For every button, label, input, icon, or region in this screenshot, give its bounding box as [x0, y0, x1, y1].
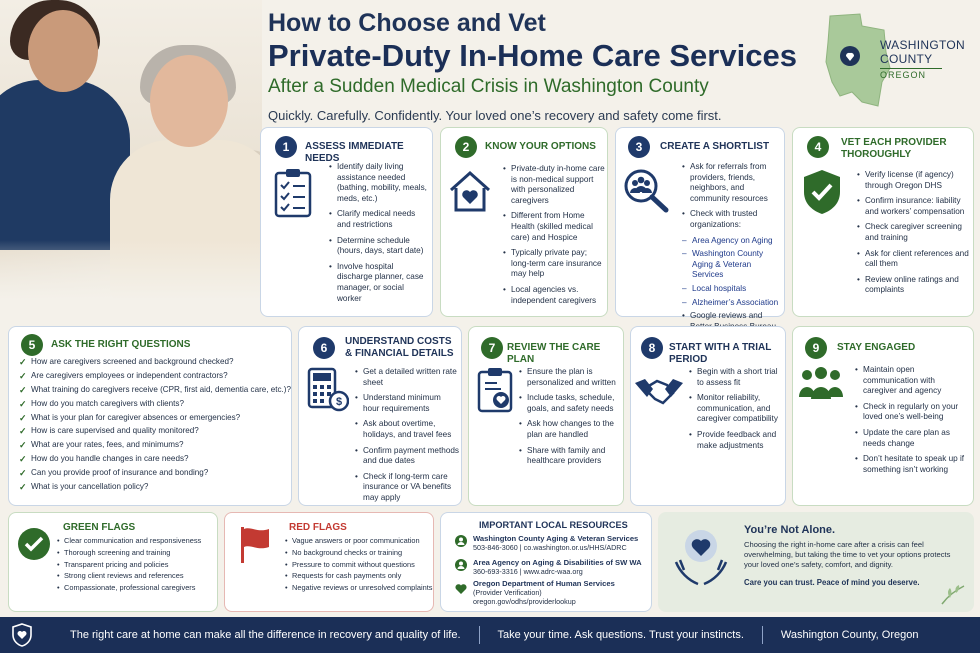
list-item: • No background checks or training [285, 548, 433, 557]
resource-name: Area Agency on Aging & Disabilities of SW WA [473, 558, 642, 567]
step-title-6 [345, 336, 454, 360]
resource-detail: 503-846-3060 | co.washington.or.us/HHS/ADRC [473, 543, 627, 552]
list-item: • Understand minimum hour requirements [355, 393, 459, 414]
list-item: • Different from Home Health (skilled medical care) and Hospice [503, 211, 605, 243]
step-number-4: 4 [807, 136, 829, 158]
check-icon: ✓ [19, 468, 27, 479]
red-flags-title: RED FLAGS [289, 522, 347, 533]
list-item: • Provide feedback and make adjustments [689, 430, 783, 451]
shield-check-icon [801, 168, 843, 216]
family-group-icon [797, 367, 845, 401]
footer-message-1: The right care at home can make all the difference in recovery and quality of life. [70, 629, 461, 641]
list-item: • Review online ratings and complaints [857, 275, 969, 296]
step-title-4-line1: VET EACH PROVIDER [841, 137, 947, 148]
list-item: • Vague answers or poor communication [285, 536, 433, 545]
check-icon: ✓ [19, 357, 27, 367]
green-flags-title: GREEN FLAGS [63, 522, 136, 533]
leaf-icon [940, 584, 966, 606]
step-card-7 [468, 326, 624, 506]
step-number-5: 5 [21, 334, 43, 356]
footer-divider [479, 626, 480, 644]
red-flags-card [224, 512, 434, 612]
step-9-list [855, 365, 969, 480]
tagline: Quickly. Carefully. Confidently. Your loved one’s recovery and safety come first. [268, 108, 722, 123]
list-item: • Local agencies vs. independent caregivers [503, 285, 605, 306]
list-item: • Private-duty in-home care is non-medical support with personalized caregivers [503, 164, 605, 206]
resource-entry [473, 558, 642, 576]
step-number-2: 2 [455, 136, 477, 158]
list-item: • Begin with a short trial to assess fit [689, 367, 783, 388]
people-icon [455, 559, 467, 571]
shield-outline-icon [12, 623, 32, 647]
question-item [19, 399, 291, 409]
not-alone-title: You’re Not Alone. [744, 524, 836, 536]
people-icon [455, 535, 467, 547]
step-title-6-line1: UNDERSTAND COSTS [345, 336, 452, 347]
question-text: How is care supervised and quality monitored? [31, 426, 199, 436]
check-icon: ✓ [19, 440, 27, 451]
step-number-1: 1 [275, 136, 297, 158]
step-title-5: ASK THE RIGHT QUESTIONS [51, 339, 191, 350]
question-item [19, 413, 291, 423]
step-8-list [689, 367, 783, 456]
resource-entry [473, 534, 638, 552]
step-card-3 [615, 127, 785, 321]
step-2-list [503, 164, 605, 311]
home-heart-icon [447, 168, 493, 214]
handshake-icon [633, 373, 685, 407]
question-item [19, 468, 291, 478]
location-label [880, 38, 975, 80]
not-alone-tagline: Care you can trust. Peace of mind you deserve. [744, 578, 920, 587]
list-item: • Maintain open communication with caregiver and agency [855, 365, 969, 397]
step-card-4 [792, 127, 974, 317]
list-subitem: – Local hospitals [682, 284, 784, 295]
list-item: • Google reviews and [682, 311, 784, 332]
heart-icon [455, 583, 467, 595]
step-4-list [857, 170, 969, 301]
step-card-2 [440, 127, 608, 317]
senior-face [150, 55, 228, 147]
list-item: • Typically private pay; long-term care insurance may help [503, 248, 605, 280]
list-item: • Ask how changes to the plan are handled [519, 419, 621, 440]
green-flags-list [57, 536, 217, 595]
question-item [19, 426, 291, 436]
red-flag-icon [237, 525, 273, 565]
step-3-list [682, 162, 784, 337]
list-item: • Requests for cash payments only [285, 571, 433, 580]
question-item [19, 482, 291, 492]
step-title-8: START WITH A TRIAL PERIOD [669, 342, 772, 365]
question-text: What is your plan for caregiver absences or emergencies? [31, 412, 241, 422]
check-icon: ✓ [19, 398, 27, 409]
step-title-2: KNOW YOUR OPTIONS [485, 141, 596, 152]
list-item: • Check if long-term care insurance or VA benefits may apply [355, 472, 459, 504]
list-item: • Strong client reviews and references [57, 571, 217, 580]
step-card-9 [792, 326, 974, 506]
step-number-6: 6 [313, 337, 335, 359]
list-item: • Check with trusted organizations: [682, 209, 784, 230]
step-card-5 [8, 326, 292, 506]
list-item: • Share with family and healthcare providers [519, 446, 621, 467]
subtitle: After a Sudden Medical Crisis in Washington County [268, 76, 709, 97]
step-title-1: ASSESS IMMEDIATE NEEDS [305, 141, 404, 164]
list-item: • Transparent pricing and policies [57, 560, 217, 569]
footer-location: Washington County, Oregon [780, 629, 919, 641]
list-item: • Involve hospital discharge planner, case manager, or social worker [329, 262, 429, 304]
list-item: • Negative reviews or unresolved complaints [285, 583, 433, 592]
list-subitem: – Area Agency on Aging [682, 236, 784, 247]
list-item: • Include tasks, schedule, goals, and safety needs [519, 393, 621, 414]
step-title-4 [841, 137, 947, 161]
list-item: • Don’t hesitate to speak up if something isn’t working [855, 454, 969, 475]
resource-name: Washington County Aging & Veteran Services [473, 534, 639, 543]
step-title-7: REVIEW THE CARE PLAN [507, 342, 601, 365]
list-subitem: – Alzheimer’s Association [682, 298, 784, 309]
list-item: • Determine schedule (hours, days, start date) [329, 236, 429, 257]
magnifier-people-icon [622, 168, 670, 214]
list-subitem: – Washington County Aging & Veteran Services [682, 249, 784, 281]
clipboard-checklist-icon [273, 168, 313, 218]
question-item [19, 357, 291, 367]
step-title-3: CREATE A SHORTLIST [660, 141, 770, 152]
list-item: • Ask for client references and call them [857, 249, 969, 270]
question-text: How do you handle changes in care needs? [31, 454, 189, 464]
check-icon: ✓ [19, 426, 27, 437]
title-block [268, 8, 808, 123]
hands-heart-icon [672, 526, 730, 588]
list-item: • Thorough screening and training [57, 548, 217, 557]
title-line-2: Private-Duty In-Home Care Services [268, 38, 797, 73]
question-text: Are caregivers employees or independent contractors? [31, 370, 228, 380]
list-item: • Monitor reliability, communication, and caregiver compatibility [689, 393, 783, 425]
question-text: Can you provide proof of insurance and bonding? [31, 468, 209, 478]
footer-bar [0, 617, 980, 653]
step-number-7: 7 [481, 337, 503, 359]
question-text: What are your rates, fees, and minimums? [31, 440, 184, 450]
question-item [19, 385, 291, 395]
list-item: • Clear communication and responsiveness [57, 536, 217, 545]
list-item: • Update the care plan as needs change [855, 428, 969, 449]
step-number-8: 8 [641, 337, 663, 359]
location-state: OREGON [880, 68, 942, 80]
step-number-3: 3 [628, 136, 650, 158]
resource-detail: oregon.gov/odhs/providerlookup [473, 597, 576, 606]
check-icon: ✓ [19, 370, 27, 381]
check-icon: ✓ [19, 482, 27, 493]
step-number-9: 9 [805, 337, 827, 359]
step-card-8 [630, 326, 786, 506]
list-item: • Ask about overtime, holidays, and travel fees [355, 419, 459, 440]
question-item [19, 454, 291, 464]
location-county-2: COUNTY [880, 52, 933, 66]
resources-card [440, 512, 652, 612]
clipboard-heart-icon [477, 367, 513, 413]
resource-entry [473, 579, 615, 606]
caregiver-face [28, 10, 98, 92]
step-title-4-line2: THOROUGHLY [841, 149, 912, 160]
list-item: • Get a detailed written rate sheet [355, 367, 459, 388]
not-alone-body: Choosing the right in-home care after a crisis can feel overwhelming, but taking the time to vet your options protects your loved one’s safety, comfort, and dignity. [744, 540, 951, 569]
title-line-1: How to Choose and Vet [268, 9, 546, 37]
list-item: • Pressure to commit without questions [285, 560, 433, 569]
red-flags-list [285, 536, 433, 595]
question-text: What training do caregivers receive (CPR, first aid, dementia care, etc.)? [31, 384, 292, 394]
step-title-9: STAY ENGAGED [837, 342, 916, 353]
check-icon: ✓ [19, 384, 27, 395]
not-alone-card [658, 512, 974, 612]
step-card-6 [298, 326, 462, 506]
step-7-list [519, 367, 621, 472]
hero-fade [0, 240, 262, 300]
svg-text:$: $ [335, 396, 343, 408]
check-circle-icon [17, 527, 51, 561]
green-flags-card [8, 512, 218, 612]
questions-list [19, 357, 291, 496]
footer-message-2: Take your time. Ask questions. Trust your instincts. [497, 629, 744, 641]
resource-detail-2: (Provider Verification) [473, 588, 542, 597]
step-1-list [329, 162, 429, 309]
list-item: • Confirm payment methods and due dates [355, 446, 459, 467]
resource-name: Oregon Department of Human Services [473, 579, 615, 588]
check-icon: ✓ [19, 412, 27, 423]
list-item: • Compassionate, professional caregivers [57, 583, 217, 592]
question-item [19, 440, 291, 450]
step-title-6-line2: & FINANCIAL DETAILS [345, 348, 454, 359]
list-item: • Confirm insurance: liability and workers’ compensation [857, 196, 969, 217]
resources-title: IMPORTANT LOCAL RESOURCES [479, 520, 628, 530]
list-item: • Check in regularly on your loved one’s well-being [855, 402, 969, 423]
location-county: WASHINGTON [880, 38, 966, 52]
list-item: • Check caregiver screening and training [857, 222, 969, 243]
step-6-list [355, 367, 459, 509]
calculator-dollar-icon [307, 367, 349, 413]
question-text: What is your cancellation policy? [31, 482, 149, 492]
hero-photo [0, 0, 262, 300]
list-item: • Ensure the plan is personalized and written [519, 367, 621, 388]
list-item: • Ask for referrals from providers, friends, neighbors, and community resources [682, 162, 784, 204]
question-text: How are caregivers screened and background checked? [31, 357, 234, 366]
question-text: How do you match caregivers with clients? [31, 398, 184, 408]
question-item [19, 371, 291, 381]
footer-divider [762, 626, 763, 644]
list-item: • Identify daily living assistance needed (bathing, mobility, meals, meds, etc.) [329, 162, 429, 204]
step-card-1 [260, 127, 433, 317]
list-item: • Verify license (if agency) through Oregon DHS [857, 170, 969, 191]
check-icon: ✓ [19, 454, 27, 465]
resource-detail: 360-693-3316 | www.adrc-waa.org [473, 567, 583, 576]
list-item: • Clarify medical needs and restrictions [329, 209, 429, 230]
